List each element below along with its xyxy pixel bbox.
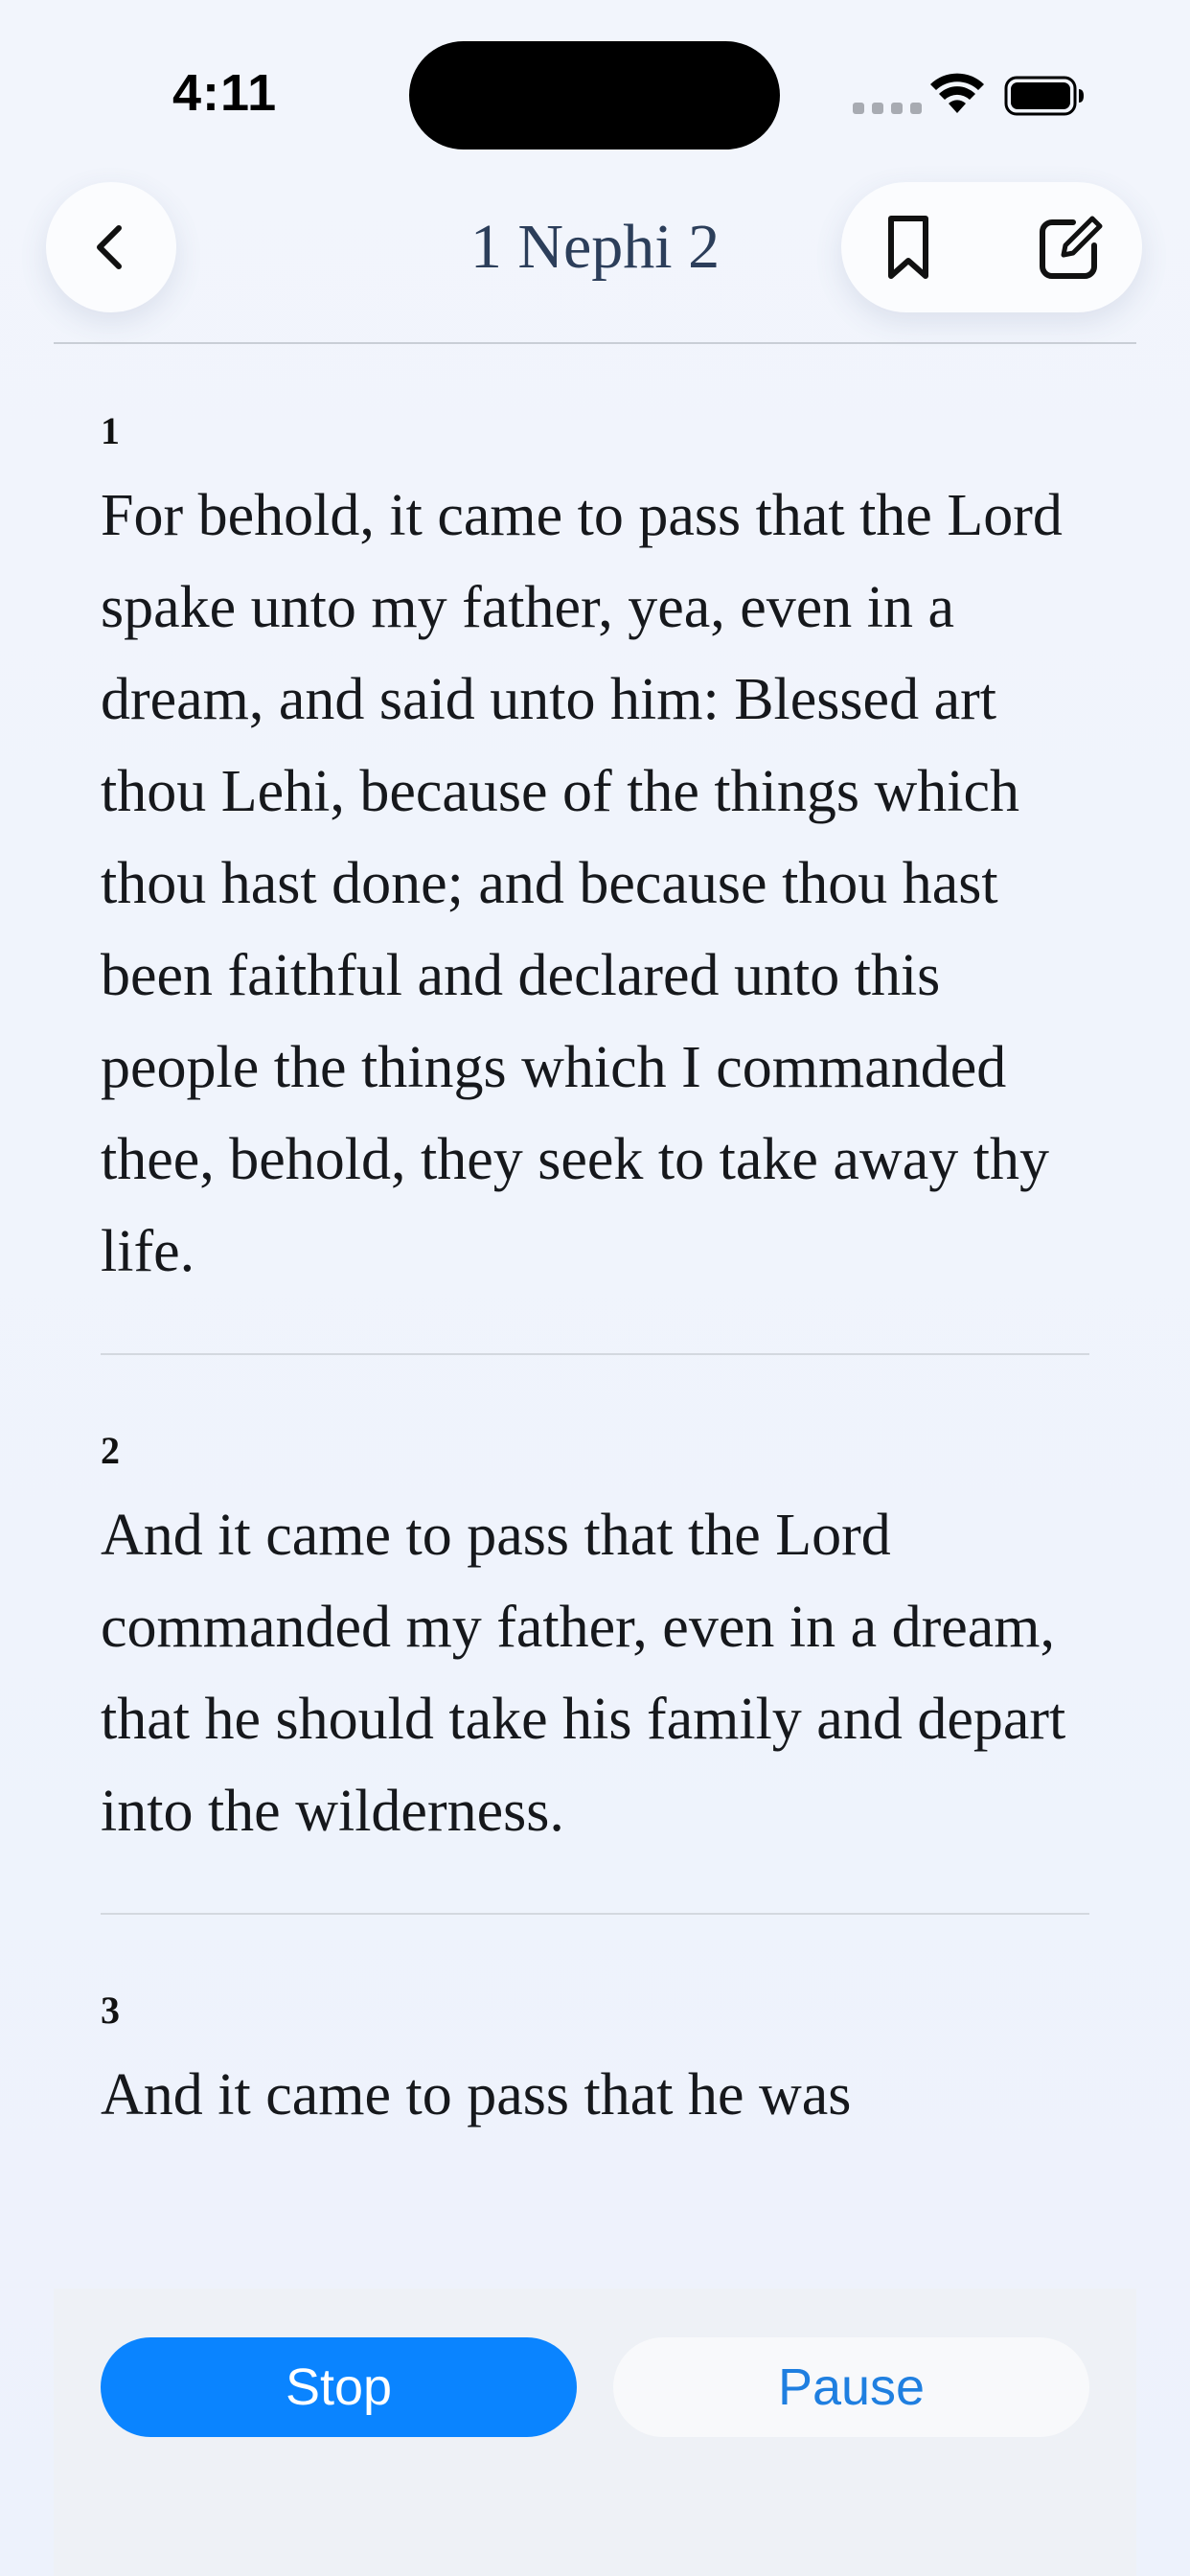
playback-bar <box>54 2288 1136 2576</box>
compose-icon <box>1035 213 1104 282</box>
page-title: 1 Nephi 2 <box>469 212 721 282</box>
status-time: 4:11 <box>172 64 278 122</box>
wifi-icon <box>929 71 985 115</box>
header <box>0 182 1190 316</box>
header-actions <box>841 182 1142 312</box>
pause-button[interactable]: Pause <box>613 2337 1089 2437</box>
battery-icon <box>1004 75 1085 117</box>
verse-text: For behold, it came to pass that the Lord spake unto my father, yea, even in a dream, and said unto him: Blessed art thou Lehi, because of the things which thou hast done; and because thou hast been faithful and declared unto this people the things which I commanded thee, behold, they seek to take away thy life. <box>101 483 1063 1284</box>
verse[interactable] <box>101 1982 1089 2141</box>
chapter-content <box>101 402 1089 2141</box>
dynamic-island <box>409 41 780 150</box>
verse[interactable] <box>101 1422 1089 1857</box>
bookmark-button[interactable] <box>870 209 947 286</box>
verse-number: 1 <box>101 409 120 452</box>
verse[interactable] <box>101 402 1089 1298</box>
verse-text: And it came to pass that he was <box>101 2062 852 2128</box>
verse-number: 3 <box>101 1989 120 2032</box>
verse-divider <box>101 1913 1089 1915</box>
stop-button[interactable]: Stop <box>101 2337 577 2437</box>
verse-number: 2 <box>101 1429 120 1472</box>
header-divider <box>54 342 1136 344</box>
verse-divider <box>101 1353 1089 1355</box>
status-bar <box>0 0 1190 163</box>
compose-button[interactable] <box>1031 209 1108 286</box>
cellular-signal-icon <box>853 103 922 114</box>
verse-text: And it came to pass that the Lord commanded my father, even in a dream, that he should take his family and depart into the wilderness. <box>101 1503 1066 1844</box>
bookmark-icon <box>881 213 935 282</box>
